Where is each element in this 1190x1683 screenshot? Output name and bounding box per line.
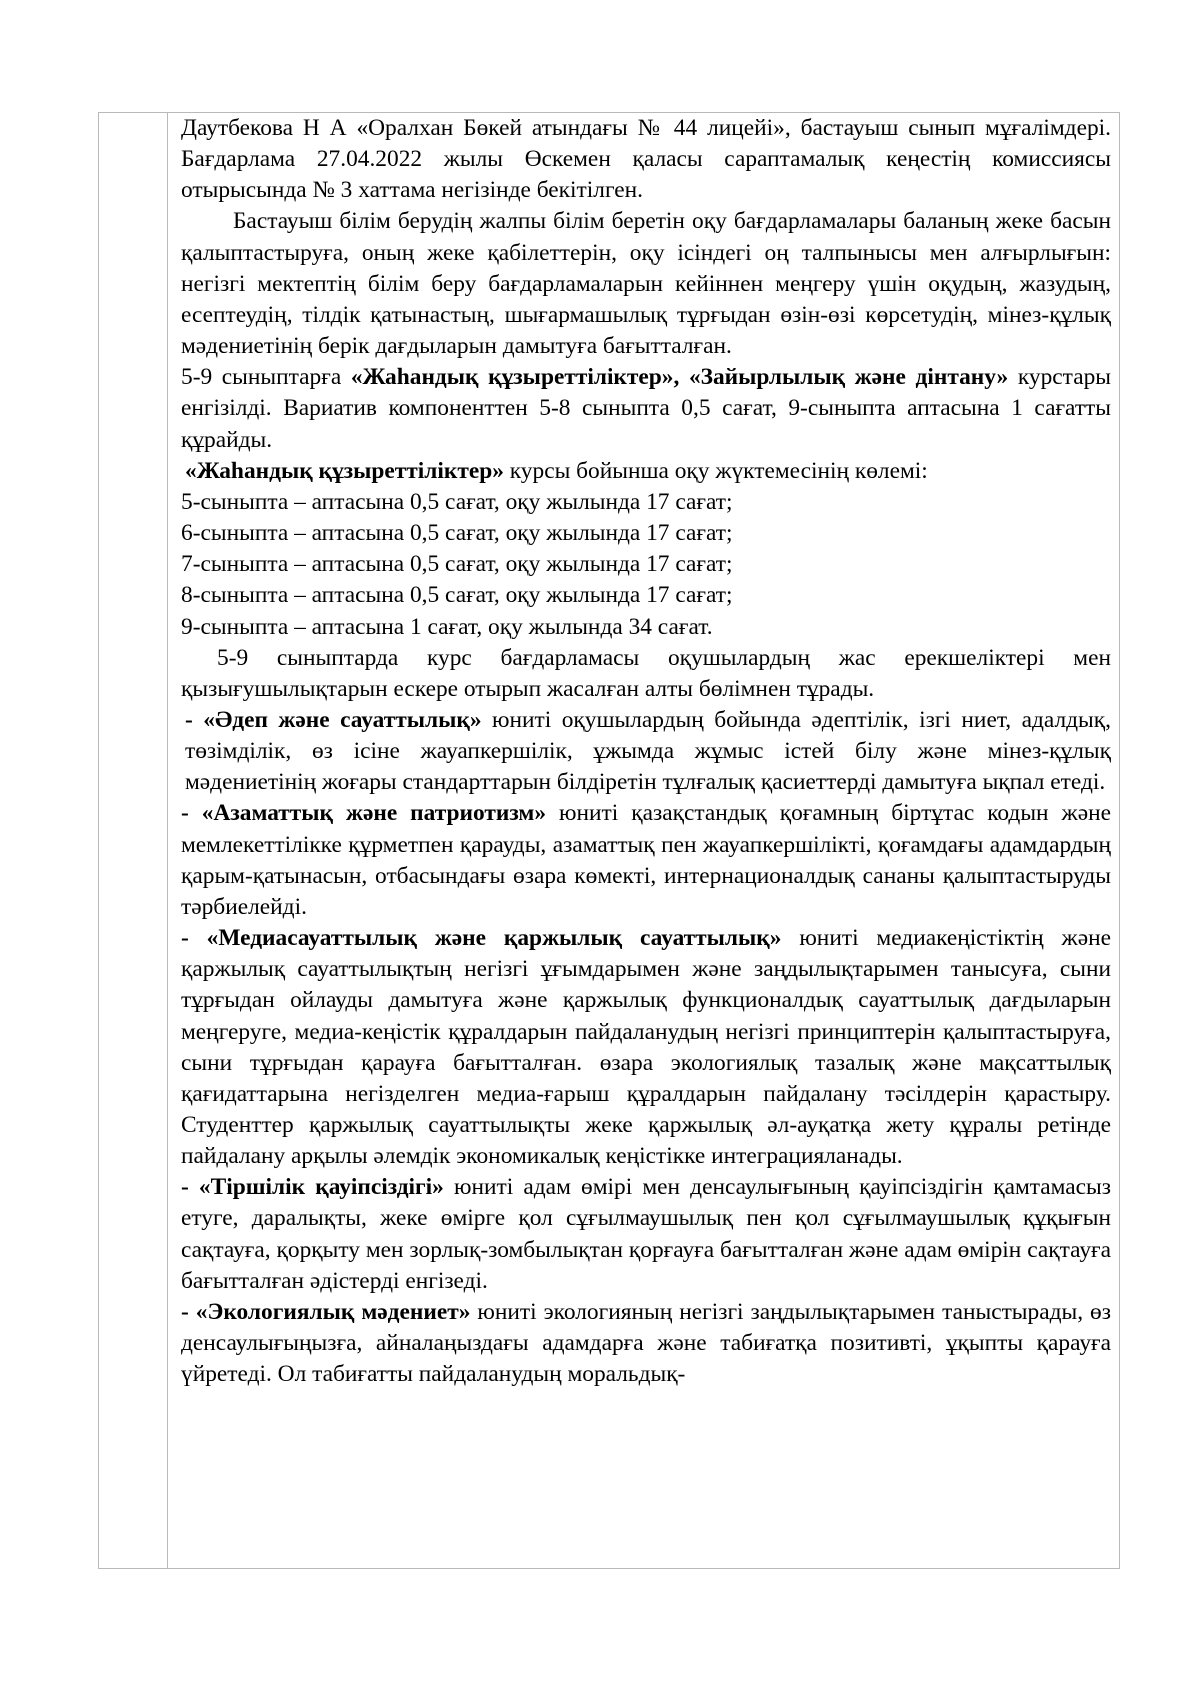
workload-line-grade-8 [181,580,1111,611]
text-run: 8-сыныпта – аптасына 0,5 сағат, оқу жылында 17 сағат; [181,582,733,609]
paragraph-unit-media-finance [181,923,1111,1172]
text-run: 6-сыныпта – аптасына 0,5 сағат, оқу жылында 17 сағат; [181,520,733,547]
text-run: 7-сыныпта – аптасына 0,5 сағат, оқу жылында 17 сағат; [181,551,733,578]
paragraph-unit-life-safety [181,1172,1111,1297]
text-run: юниті қазақстандық қоғамның біртұтас кодын және мемлекеттілікке құрметпен қарауды, азаматтық пен жауапкершілікті, қоғамдағы адамдардың қарым-қатынасын, отбасындағы өзара көмекті, интернационалдық сананы қалыптастыруды тәрбиелейді. [181,800,1111,920]
text-run: юниті экологияның негізгі заңдылықтарымен таныстырады, өз денсаулығыңызға, айналаңыздағы адамдарға және табиғатқа позитивті, ұқыпты қарауға үйретеді. Ол табиғатты пайдаланудың моральдық- [181,1298,1111,1388]
text-run: 5-9 сыныптарда курс бағдарламасы оқушылардың жас ерекшеліктері мен қызығушылықтарын ескере отырып жасалған алты бөлімнен тұрады. [181,644,1111,702]
text-run: юниті адам өмірі мен денсаулығының қауіпсіздігін қамтамасыз етуге, даралықты, жеке өмірге қол сұғылмаушылық пен қол сұғылмаушылық құқығын сақтауға, қорқыту мен зорлық-зомбылықтан қорғауға бағытталған және адам өмірін сақтауға бағытталған әдістерді енгізеді. [181,1174,1112,1294]
bold-course-names: «Жаһандық құзыреттіліктер», «Зайырлылық және дінтану» [350,364,1009,391]
bold-unit-name: - «Экологиялық мәдениет» [181,1298,471,1325]
text-run: 5-9 сыныптарға [181,364,351,391]
text-run: курстары енгізілді. Вариатив компоненттен 5-8 сыныпта 0,5 сағат, 9-сыныпта аптасына 1 сағатты құрайды. [181,364,1111,453]
paragraph-workload-heading [181,456,1111,487]
paragraph-unit-citizenship [181,798,1111,923]
workload-line-grade-6 [181,518,1111,549]
paragraph-six-sections [181,643,1111,705]
column-divider [167,112,168,1569]
text-run: юниті оқушылардың бойында әдептілік, ізгі ниет, адалдық, төзімділік, өз ісіне жауапкершілік, ұжымда жұмыс істей білу және мінез-құлық мәдениетінің жоғары стандарттарын білдіретін тұлғалық қасиеттерді дамытуға ықпал етеді. [185,706,1111,796]
text-run: Бастауыш білім берудің жалпы білім беретін оқу бағдарламалары баланың жеке басын қалыптастыруға, оның жеке қабілеттерін, оқу ісіндегі оң талпынысы мен алғырлығын: негізгі мектептің білім беру бағдарламаларын кейіннен меңгеру үшін оқудың, жазудың, есептеудің, тілдік қатынастың, шығармашылық тұрғыдан өзін-өзі көрсетудің, мінез-құлық мәдениетінің берік дағдыларын дамытуға бағытталған. [181,208,1111,360]
text-run: 9-сыныпта – аптасына 1 сағат, оқу жылында 34 сағат. [181,613,713,640]
bold-unit-name: - «Әдеп және сауаттылық» [185,706,482,733]
paragraph-unit-ethics [181,705,1111,798]
bold-course-name: «Жаһандық құзыреттіліктер» [185,457,504,484]
paragraph-courses-intro [181,362,1111,455]
bold-unit-name: - «Азаматтық және патриотизм» [181,800,547,827]
text-run: курсы бойынша оқу жүктемесінің көлемі: [503,457,928,484]
paragraph-authors [181,113,1111,206]
paragraph-primary-education [181,206,1111,362]
paragraph-unit-ecology [181,1297,1111,1390]
text-run: Даутбекова Н А «Оралхан Бөкей атындағы № 44 лицейі», бастауыш сынып мұғалімдері. Бағдарлама 27.04.2022 жылы Өскемен қаласы сараптамалық кеңестің комиссиясы отырысында № 3 хаттама негізінде бекітілген. [181,115,1111,204]
text-run: юниті медиакеңістіктің және қаржылық сауаттылықтың негізгі ұғымдарымен және заңдылықтарымен танысуға, сыни тұрғыдан ойлауды дамытуға және қаржылық функционалдық сауаттылық дағдыларын меңгеруге, медиа-кеңістік құралдарын пайдаланудың негізгі принциптерін қалыптастыруға, сыни тұрғыдан қарауға бағытталған. өзара экологиялық тазалық және мақсаттылық қағидаттарына негізделген медиа-ғарыш құралдарын пайдалану тәсілдерін қарастыру. Студенттер қаржылық сауаттылықты жеке қаржылық әл-ауқатқа жету құралы ретінде пайдалану арқылы әлемдік экономикалық кеңістікке интеграцияланады. [181,925,1111,1170]
workload-line-grade-7 [181,549,1111,580]
workload-line-grade-5 [181,487,1111,518]
bold-unit-name: - «Тіршілік қауіпсіздігі» [181,1174,444,1201]
bold-unit-name: - «Медиасауаттылық және қаржылық сауаттылық» [181,925,782,952]
text-run: 5-сыныпта – аптасына 0,5 сағат, оқу жылында 17 сағат; [181,488,733,515]
workload-line-grade-9 [181,612,1111,643]
document-body [181,113,1111,1390]
